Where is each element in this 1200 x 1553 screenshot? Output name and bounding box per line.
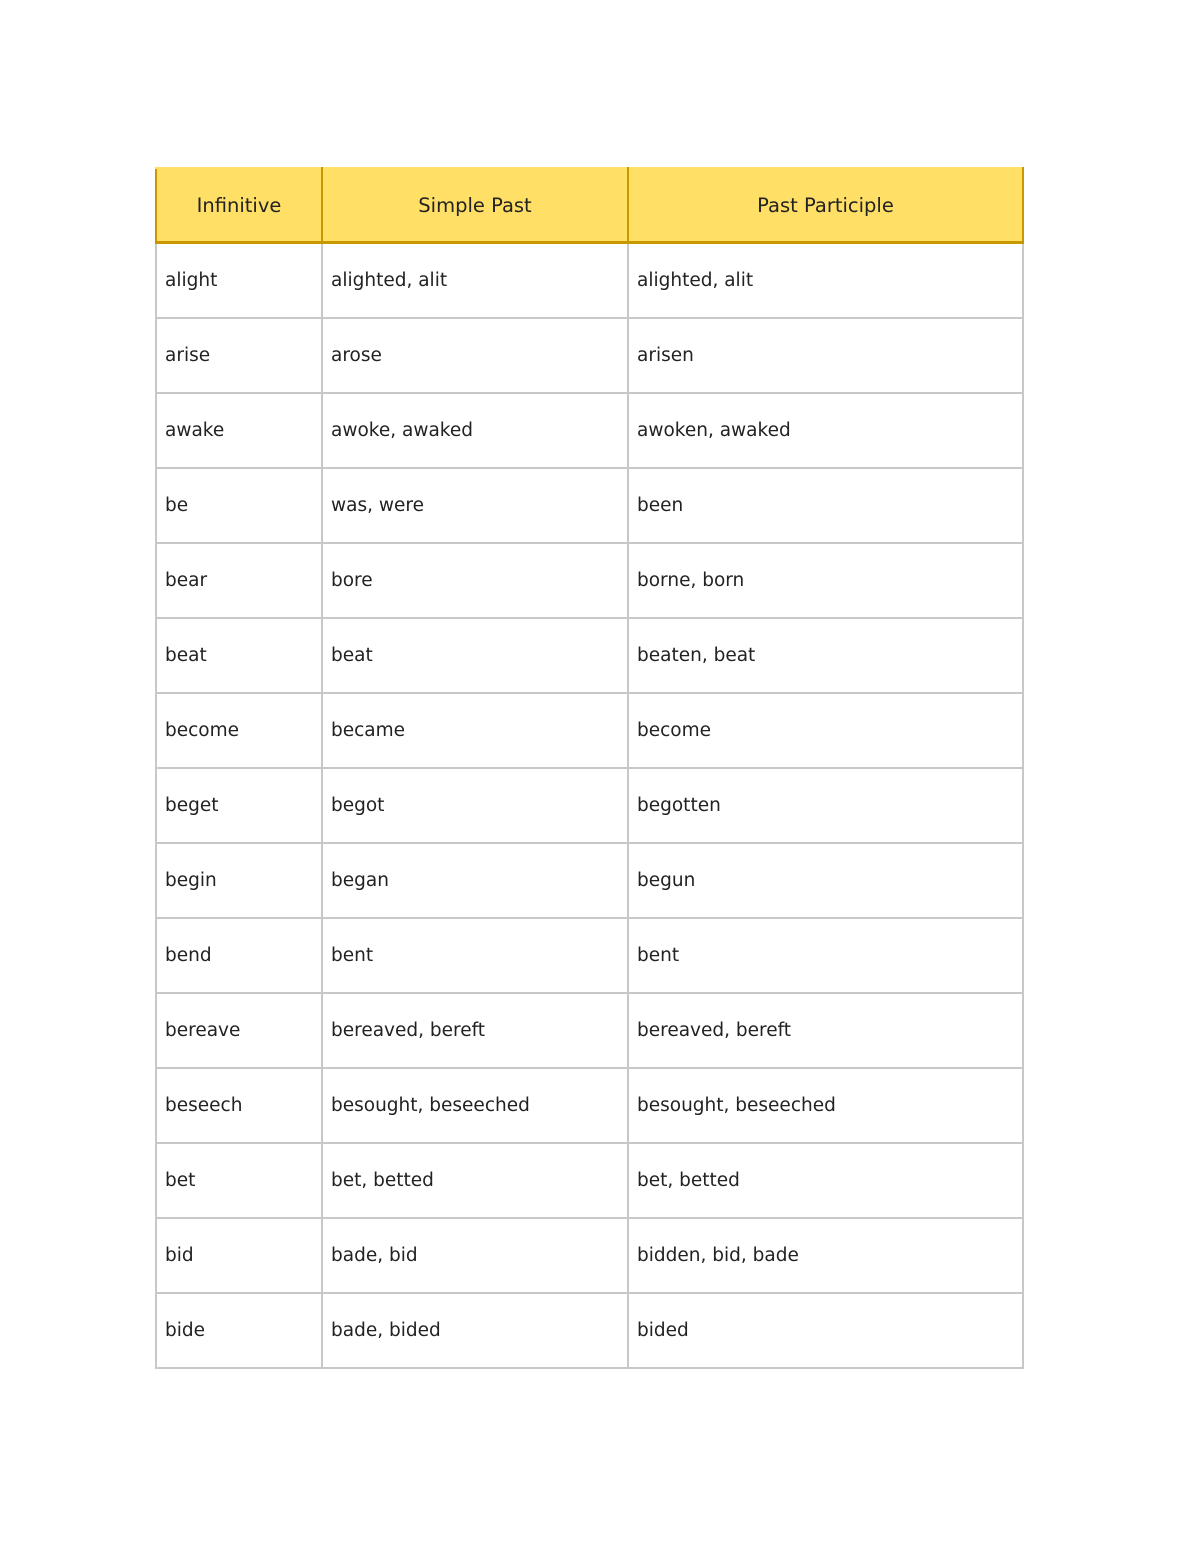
past-participle-cell: awoken, awaked: [628, 393, 1023, 468]
infinitive-cell: beseech: [156, 1068, 322, 1143]
past-participle-cell: borne, born: [628, 543, 1023, 618]
past-participle-cell: bided: [628, 1293, 1023, 1368]
table-row: [156, 543, 1023, 618]
irregular-verbs-table: [155, 167, 1024, 1369]
past-participle-cell: alighted, alit: [628, 243, 1023, 319]
infinitive-cell: bet: [156, 1143, 322, 1218]
simple-past-cell: bet, betted: [322, 1143, 628, 1218]
past-participle-cell: begun: [628, 843, 1023, 918]
table-row: [156, 1293, 1023, 1368]
header-infinitive: Infinitive: [156, 168, 322, 243]
simple-past-cell: was, were: [322, 468, 628, 543]
infinitive-cell: arise: [156, 318, 322, 393]
infinitive-cell: bear: [156, 543, 322, 618]
table-row: [156, 618, 1023, 693]
infinitive-cell: bid: [156, 1218, 322, 1293]
infinitive-cell: bend: [156, 918, 322, 993]
past-participle-cell: bent: [628, 918, 1023, 993]
table-row: [156, 1218, 1023, 1293]
infinitive-cell: beat: [156, 618, 322, 693]
past-participle-cell: bet, betted: [628, 1143, 1023, 1218]
table-row: [156, 393, 1023, 468]
infinitive-cell: bereave: [156, 993, 322, 1068]
simple-past-cell: besought, beseeched: [322, 1068, 628, 1143]
header-simple-past: Simple Past: [322, 168, 628, 243]
past-participle-cell: beaten, beat: [628, 618, 1023, 693]
simple-past-cell: bade, bided: [322, 1293, 628, 1368]
infinitive-cell: bide: [156, 1293, 322, 1368]
table-row: [156, 318, 1023, 393]
past-participle-cell: been: [628, 468, 1023, 543]
past-participle-cell: arisen: [628, 318, 1023, 393]
table-header-row: [156, 168, 1023, 243]
infinitive-cell: awake: [156, 393, 322, 468]
table-row: [156, 468, 1023, 543]
infinitive-cell: alight: [156, 243, 322, 319]
infinitive-cell: begin: [156, 843, 322, 918]
simple-past-cell: awoke, awaked: [322, 393, 628, 468]
simple-past-cell: bent: [322, 918, 628, 993]
table-row: [156, 1143, 1023, 1218]
infinitive-cell: be: [156, 468, 322, 543]
simple-past-cell: began: [322, 843, 628, 918]
past-participle-cell: become: [628, 693, 1023, 768]
past-participle-cell: bidden, bid, bade: [628, 1218, 1023, 1293]
simple-past-cell: alighted, alit: [322, 243, 628, 319]
table-row: [156, 768, 1023, 843]
simple-past-cell: bore: [322, 543, 628, 618]
infinitive-cell: beget: [156, 768, 322, 843]
past-participle-cell: begotten: [628, 768, 1023, 843]
simple-past-cell: beat: [322, 618, 628, 693]
table-row: [156, 693, 1023, 768]
table-row: [156, 1068, 1023, 1143]
past-participle-cell: besought, beseeched: [628, 1068, 1023, 1143]
past-participle-cell: bereaved, bereft: [628, 993, 1023, 1068]
simple-past-cell: bereaved, bereft: [322, 993, 628, 1068]
simple-past-cell: arose: [322, 318, 628, 393]
table-row: [156, 993, 1023, 1068]
simple-past-cell: begot: [322, 768, 628, 843]
table-row: [156, 918, 1023, 993]
table-row: [156, 843, 1023, 918]
header-past-participle: Past Participle: [628, 168, 1023, 243]
infinitive-cell: become: [156, 693, 322, 768]
simple-past-cell: bade, bid: [322, 1218, 628, 1293]
simple-past-cell: became: [322, 693, 628, 768]
table-row: [156, 243, 1023, 319]
